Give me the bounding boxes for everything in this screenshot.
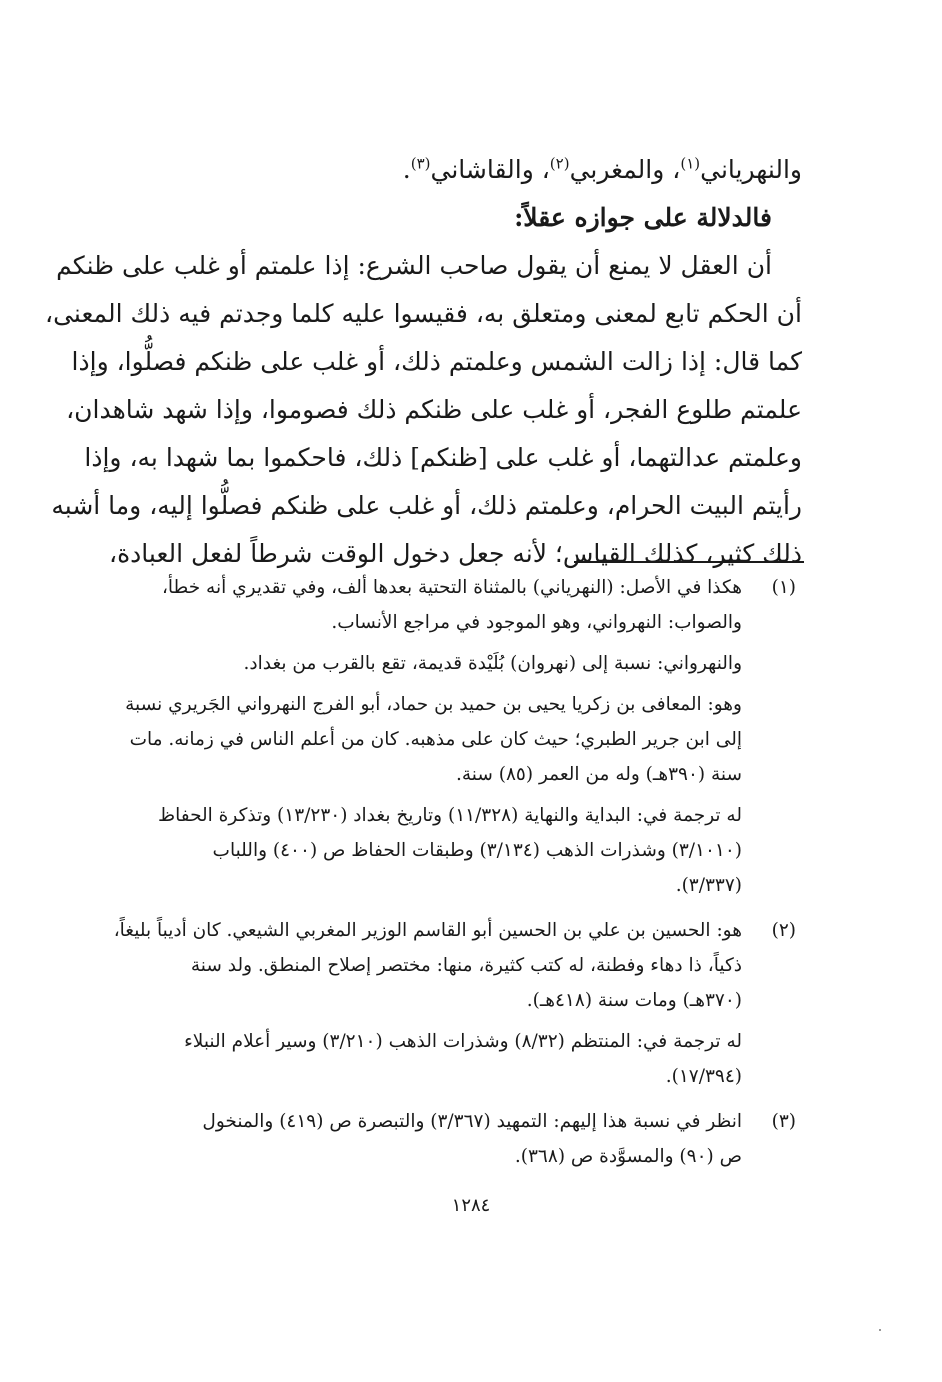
section-heading: فالدلالة على جوازه عقلاً:	[514, 203, 772, 232]
name-nahriyani: والنهرياني	[700, 155, 802, 184]
footnote-paragraph	[118, 1024, 742, 1094]
body-line-3: كما قال: إذا زالت الشمس وعلمتم ذلك، أو غلب على ظنكم فصلُّوا، وإذا	[71, 347, 802, 376]
footnote-line: إلى ابن جرير الطبري؛ حيث كان على مذهبه. كان من أعلم الناس في زمانه. مات	[129, 729, 742, 750]
footnote-line: وهو: المعافى بن زكريا يحيى بن حميد بن حماد، أبو الفرج النهرواني الجَريري نسبة	[125, 694, 742, 715]
footnote-line: له ترجمة في: المنتظم (٨/٣٢) وشذرات الذهب (٣/٢١٠) وسير أعلام النبلاء	[184, 1031, 742, 1052]
body-line-1: أن العقل لا يمنع أن يقول صاحب الشرع: إذا علمتم أو غلب على ظنكم	[56, 251, 772, 280]
main-text	[45, 146, 802, 578]
footnote-2	[113, 913, 804, 1094]
footnote-ref-1[interactable]: (١)	[680, 154, 701, 173]
name-maghribi: ، والمغربي	[569, 155, 681, 184]
footnote-paragraph	[118, 570, 742, 640]
footnote-paragraph	[118, 687, 742, 792]
footnote-ref-2[interactable]: (٢)	[549, 154, 570, 173]
footnote-number: (١)	[771, 577, 796, 598]
body-line-6: رأيتم البيت الحرام، وعلمتم ذلك، أو غلب على ظنكم فصلُّوا إليه، وما أشبه	[51, 491, 802, 520]
footnote-line: والصواب: النهرواني، وهو الموجود في مراجع الأنساب.	[331, 612, 742, 633]
period: .	[402, 155, 411, 184]
footnote-line: (١٧/٣٩٤).	[665, 1066, 742, 1087]
footnote-line: هو: الحسين بن علي بن الحسين أبو القاسم الوزير المغربي الشيعي. كان أديباً بليغاً،	[113, 920, 742, 941]
footnotes	[113, 570, 804, 1184]
body-line-2: أن الحكم تابع لمعنى ومتعلق به، فقيسوا عليه كلما وجدتم فيه ذلك المعنى،	[45, 299, 802, 328]
footnote-separator	[574, 561, 804, 563]
footnote-paragraph	[113, 913, 742, 1018]
footnote-3	[118, 1104, 804, 1174]
footnote-line: (٣/٣٣٧).	[675, 875, 742, 896]
footnote-number: (٢)	[771, 920, 796, 941]
body-line-4: علمتم طلوع الفجر، أو غلب على ظنكم ذلك فصوموا، وإذا شهد شاهدان،	[66, 395, 802, 424]
page-number: ١٢٨٤	[451, 1195, 491, 1216]
footnote-line: ص (٩٠) والمسوَّدة ص (٣٦٨).	[514, 1146, 742, 1167]
footnote-ref-3[interactable]: (٣)	[410, 154, 431, 173]
footnote-line: والنهرواني: نسبة إلى (نهروان) بُلَيْدة قديمة، تقع بالقرب من بغداد.	[243, 653, 742, 674]
scan-speck	[879, 1329, 881, 1331]
footnote-number: (٣)	[771, 1111, 796, 1132]
footnote-paragraph	[118, 646, 742, 681]
body-line-7: ذلك كثير، كذلك القياس؛ لأنه جعل دخول الوقت شرطاً لفعل العبادة،	[109, 539, 802, 568]
footnote-line: له ترجمة في: البداية والنهاية (١١/٣٢٨) وتاريخ بغداد (١٣/٢٣٠) وتذكرة الحفاظ	[157, 805, 742, 826]
footnote-line: (٣/١٠١٠) وشذرات الذهب (٣/١٣٤) وطبقات الحفاظ ص (٤٠٠) واللباب	[212, 840, 742, 861]
body-line-5: وعلمتم عدالتهما، أو غلب على [ظنكم] ذلك، فاحكموا بما شهدا به، وإذا	[84, 443, 802, 472]
name-qashani: ، والقاشاني	[430, 155, 550, 184]
footnote-line: انظر في نسبة هذا إليهم: التمهيد (٣/٣٦٧) والتبصرة ص (٤١٩) والمنخول	[202, 1111, 742, 1132]
footnote-line: (٣٧٠هـ) ومات سنة (٤١٨هـ).	[526, 990, 742, 1011]
footnote-line: سنة (٣٩٠هـ) وله من العمر (٨٥) سنة.	[456, 764, 742, 785]
footnote-1	[118, 570, 804, 903]
opening-line	[118, 146, 802, 194]
footnote-paragraph	[118, 798, 742, 903]
footnote-paragraph	[118, 1104, 742, 1174]
footnote-line: ذكياً، ذا دهاء وفطنة، له كتب كثيرة، منها: مختصر إصلاح المنطق. ولد سنة	[190, 955, 742, 976]
footnote-line: هكذا في الأصل: (النهرياني) بالمثناة التحتية بعدها ألف، وفي تقديري أنه خطأ،	[161, 577, 742, 598]
